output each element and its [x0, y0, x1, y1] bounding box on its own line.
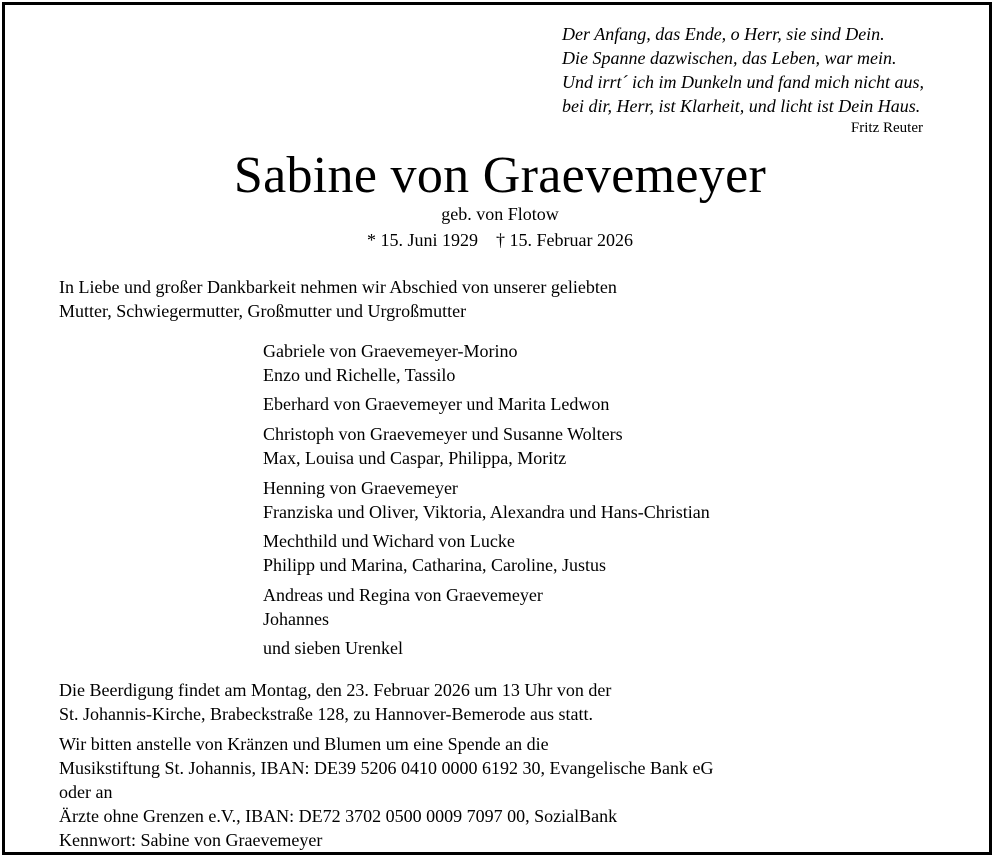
- family-group: [263, 583, 543, 631]
- family-group: [263, 392, 609, 416]
- donation-line: Ärzte ohne Grenzen e.V., IBAN: DE72 3702 0500 0009 7097 00, SozialBank: [59, 806, 618, 826]
- family-line: Gabriele von Graevemeyer-Morino: [263, 341, 518, 361]
- donation-line: Musikstiftung St. Johannis, IBAN: DE39 5206 0410 0000 6192 30, Evangelische Bank eG: [59, 758, 714, 778]
- family-line: Christoph von Graevemeyer und Susanne Wolters: [263, 424, 623, 444]
- poem-line: Der Anfang, das Ende, o Herr, sie sind Dein.: [562, 24, 885, 44]
- poem-line: Und irrt´ ich im Dunkeln und fand mich nicht aus,: [562, 72, 924, 92]
- deceased-name: Sabine von Graevemeyer: [233, 147, 767, 204]
- family-line: Henning von Graevemeyer: [263, 478, 458, 498]
- donation-line: oder an: [59, 782, 113, 802]
- life-dates: * 15. Juni 1929 † 15. Februar 2026: [367, 230, 633, 250]
- family-line: Philipp und Marina, Catharina, Caroline, Justus: [263, 555, 606, 575]
- family-line: Max, Louisa und Caspar, Philippa, Moritz: [263, 448, 567, 468]
- family-line: Franziska und Oliver, Viktoria, Alexandra und Hans-Christian: [263, 502, 710, 522]
- family-line: und sieben Urenkel: [263, 638, 403, 658]
- poem-line: Die Spanne dazwischen, das Leben, war mein.: [562, 48, 897, 68]
- poem-author: Fritz Reuter: [850, 120, 923, 136]
- family-group: [263, 636, 403, 660]
- intro-text: [59, 275, 617, 323]
- family-line: Johannes: [263, 609, 329, 629]
- family-line: Enzo und Richelle, Tassilo: [263, 365, 456, 385]
- family-group: [263, 339, 518, 387]
- family-line: Mechthild und Wichard von Lucke: [263, 531, 515, 551]
- family-group: [263, 529, 606, 577]
- family-line: Andreas und Regina von Graevemeyer: [263, 585, 543, 605]
- donation-info: [59, 732, 713, 852]
- family-line: Eberhard von Graevemeyer und Marita Ledwon: [263, 394, 610, 414]
- poem-line: bei dir, Herr, ist Klarheit, und licht ist Dein Haus.: [562, 96, 921, 116]
- family-group: [263, 476, 710, 524]
- donation-line: Kennwort: Sabine von Graevemeyer: [59, 830, 323, 850]
- born-name: geb. von Flotow: [441, 204, 559, 224]
- funeral-info: [59, 678, 611, 726]
- intro-line: In Liebe und großer Dankbarkeit nehmen wir Abschied von unserer geliebten: [59, 277, 617, 297]
- family-group: [263, 422, 623, 470]
- donation-line: Wir bitten anstelle von Kränzen und Blumen um eine Spende an die: [59, 734, 549, 754]
- funeral-line: St. Johannis-Kirche, Brabeckstraße 128, zu Hannover-Bemerode aus statt.: [59, 704, 593, 724]
- poem: [562, 22, 924, 118]
- funeral-line: Die Beerdigung findet am Montag, den 23. Februar 2026 um 13 Uhr von der: [59, 680, 612, 700]
- intro-line: Mutter, Schwiegermutter, Großmutter und Urgroßmutter: [59, 301, 467, 321]
